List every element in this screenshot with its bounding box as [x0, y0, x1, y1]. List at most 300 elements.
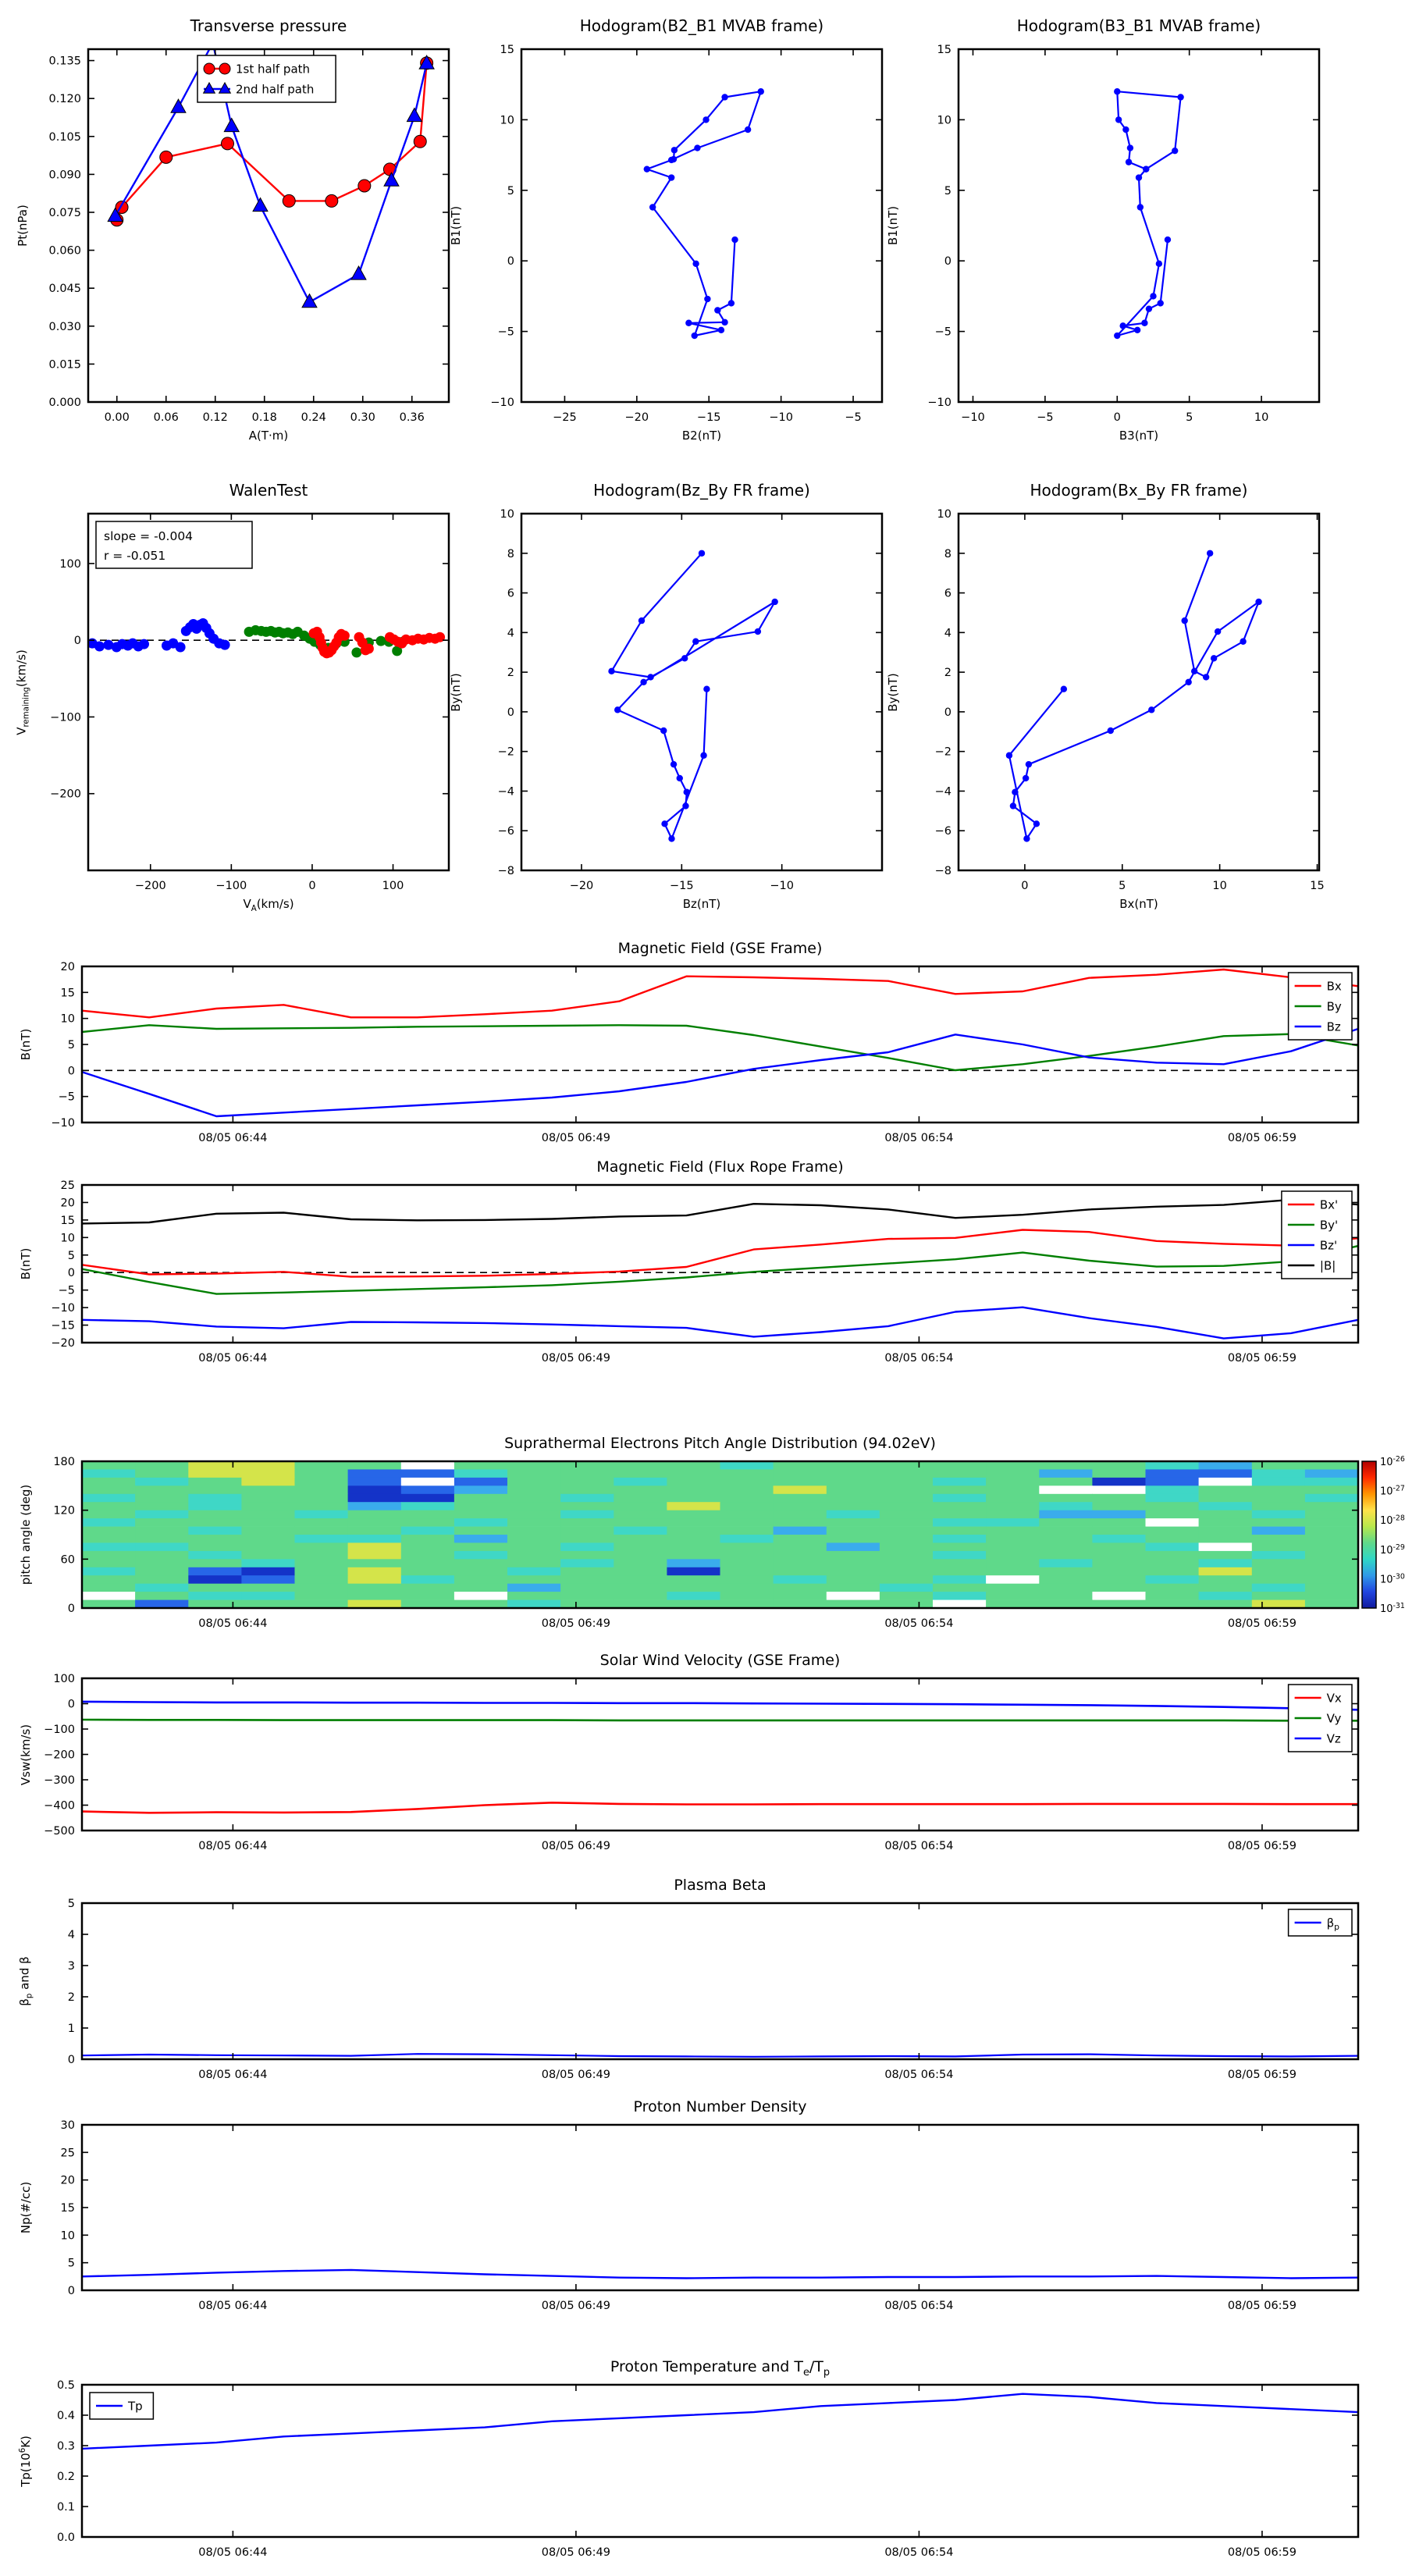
annotation-text: slope = -0.004 — [104, 529, 194, 543]
y-axis-label: By(nT) — [886, 672, 900, 712]
data-point-dot — [1191, 668, 1197, 674]
x-tick-label: 0 — [1113, 411, 1121, 424]
y-tick-label: 15 — [60, 1214, 75, 1227]
y-tick-label: 25 — [60, 1179, 75, 1192]
hodogram-bz-by-plot — [497, 508, 882, 892]
panel-title: Hodogram(B3_B1 MVAB frame) — [1016, 16, 1261, 35]
y-axis-label: B(nT) — [19, 1247, 33, 1280]
data-point-dot — [758, 88, 764, 94]
y-tick-label: 20 — [60, 1197, 75, 1210]
data-point-dot — [1240, 639, 1246, 645]
y-tick-label: −5 — [497, 326, 514, 339]
x-tick-label: 08/05 06:54 — [884, 1840, 954, 1852]
x-tick-label: 5 — [1186, 411, 1193, 424]
y-axis-label: Pt(nPa) — [16, 205, 30, 247]
y-tick-label: 6 — [507, 587, 514, 600]
x-tick-label: 0.30 — [350, 411, 375, 424]
data-point-dot — [721, 94, 727, 100]
data-point-dot — [721, 319, 727, 326]
y-axis-label: B(nT) — [19, 1028, 33, 1061]
x-tick-label: 08/05 06:44 — [198, 1840, 268, 1852]
x-tick-label: −10 — [961, 411, 985, 424]
panel-hodogram-bz-by — [449, 481, 882, 911]
y-tick-label: −400 — [44, 1799, 75, 1813]
y-tick-label: −2 — [934, 745, 951, 759]
y-tick-label: 0 — [944, 255, 951, 269]
data-point-triangle — [205, 35, 220, 48]
y-tick-label: −8 — [934, 865, 951, 877]
axes-frame — [521, 514, 882, 870]
y-tick-label: 2 — [944, 667, 951, 680]
data-point-dot — [1207, 550, 1213, 557]
y-tick-label: −10 — [927, 397, 951, 409]
axes-frame — [521, 49, 882, 402]
y-axis-label: Vsw(km/s) — [19, 1724, 33, 1785]
y-tick-label: 100 — [59, 557, 81, 571]
colorbar-tick-label: $10^{-27}$ — [1380, 1484, 1405, 1498]
panel-magnetic-field-fr — [19, 1158, 1358, 1364]
scatter-point — [176, 642, 186, 653]
data-point-dot — [704, 296, 710, 302]
x-tick-label: 08/05 06:44 — [198, 2300, 268, 2312]
data-point-dot — [731, 237, 738, 243]
data-point-dot — [692, 261, 699, 267]
data-point-triangle — [302, 294, 317, 308]
y-tick-label: 0 — [507, 706, 514, 719]
x-tick-label: 5 — [1119, 880, 1126, 892]
y-tick-label: −100 — [50, 711, 81, 724]
y-tick-label: 2 — [507, 667, 514, 680]
y-tick-label: −10 — [490, 397, 514, 409]
data-point-dot — [699, 550, 705, 557]
data-point-dot — [1181, 617, 1187, 624]
legend-label: 1st half path — [236, 62, 311, 76]
panel-title: Magnetic Field (GSE Frame) — [617, 940, 823, 957]
x-tick-label: 08/05 06:49 — [541, 1352, 610, 1364]
y-axis-label: Np(#/cc) — [19, 2181, 33, 2234]
panel-title: Hodogram(B2_B1 MVAB frame) — [579, 16, 824, 35]
y-tick-label: −200 — [44, 1749, 75, 1762]
magnetic-field-fr-plot — [51, 1179, 1358, 1364]
series-Vz — [82, 1702, 1358, 1710]
series-Bz' — [82, 1308, 1358, 1339]
heatmap-cells — [82, 1461, 1359, 1608]
plasma-beta-plot — [67, 1898, 1358, 2081]
x-tick-label: 08/05 06:54 — [884, 1132, 954, 1144]
y-tick-label: 1 — [67, 2023, 75, 2035]
y-tick-label: 0.030 — [48, 320, 81, 333]
y-tick-label: 0 — [67, 1267, 75, 1280]
data-point-dot — [677, 775, 683, 781]
x-tick-label: 10 — [1254, 411, 1269, 424]
y-tick-label: −200 — [50, 788, 81, 801]
y-tick-label: 0.000 — [48, 397, 81, 409]
y-tick-label: 8 — [507, 547, 514, 560]
x-tick-label: 15 — [1310, 880, 1325, 892]
data-point-dot — [1158, 300, 1164, 306]
data-point-dot — [1012, 789, 1018, 795]
walen-test-plot — [50, 514, 449, 892]
y-tick-label: 10 — [500, 114, 514, 127]
colorbar — [1362, 1461, 1376, 1608]
x-tick-label: 08/05 06:54 — [884, 1617, 954, 1630]
y-tick-label: 15 — [60, 2202, 75, 2215]
series-beta-p — [82, 2054, 1358, 2057]
y-tick-label: 0.120 — [48, 93, 81, 106]
scatter-point — [351, 647, 361, 657]
x-tick-label: 0.06 — [153, 411, 179, 424]
panel-title: WalenTest — [229, 481, 308, 500]
data-point-dot — [692, 333, 698, 339]
panel-title: Suprathermal Electrons Pitch Angle Distribution (94.02eV) — [504, 1435, 936, 1452]
x-axis-label: A(T·m) — [248, 429, 289, 443]
x-axis-label: Bz(nT) — [682, 897, 721, 911]
panel-title: Proton Temperature and $T_e/T_p$ — [610, 2358, 831, 2379]
series-Bz_By — [612, 553, 775, 839]
series-Bx' — [82, 1230, 1358, 1277]
scatter-point — [340, 631, 350, 641]
annotation-text: r = -0.051 — [104, 549, 166, 563]
y-tick-label: −100 — [44, 1724, 75, 1736]
x-tick-label: 08/05 06:44 — [198, 1617, 268, 1630]
x-tick-label: −20 — [569, 880, 594, 892]
y-tick-label: 5 — [67, 1249, 75, 1262]
colorbar-tick-label: $10^{-31}$ — [1380, 1602, 1405, 1615]
data-point-dot — [670, 761, 677, 767]
y-tick-label: −500 — [44, 1825, 75, 1838]
legend-label: Bz' — [1319, 1238, 1338, 1253]
data-point-dot — [700, 753, 706, 759]
legend-label: 2nd half path — [236, 82, 315, 97]
x-tick-label: 0 — [1021, 880, 1029, 892]
y-tick-label: −15 — [51, 1319, 75, 1332]
x-tick-label: 0.24 — [301, 411, 326, 424]
y-tick-label: 180 — [53, 1456, 75, 1468]
data-point-dot — [638, 617, 645, 624]
data-point-dot — [1137, 204, 1144, 210]
legend-label: Tp — [128, 2399, 143, 2414]
solar-wind-velocity-plot — [44, 1673, 1358, 1852]
data-point-dot — [1211, 655, 1217, 661]
y-tick-label: 25 — [60, 2147, 75, 2160]
data-point-dot — [1119, 322, 1126, 329]
data-point-dot — [1146, 305, 1152, 311]
panel-title: Solar Wind Velocity (GSE Frame) — [599, 1652, 841, 1669]
x-tick-label: 0.36 — [399, 411, 425, 424]
data-point-dot — [1203, 674, 1209, 680]
data-point-dot — [1127, 144, 1133, 151]
y-tick-label: 0 — [67, 1065, 75, 1078]
data-point-dot — [661, 820, 667, 827]
legend-label: By — [1326, 999, 1342, 1014]
y-tick-label: −6 — [934, 825, 951, 838]
data-point-dot — [1215, 628, 1221, 635]
data-point-dot — [703, 685, 710, 692]
data-point-dot — [692, 639, 699, 645]
data-point-dot — [1148, 706, 1154, 713]
y-tick-label: 4 — [67, 1929, 75, 1941]
y-tick-label: 15 — [500, 44, 514, 56]
panel-title: Hodogram(Bz_By FR frame) — [593, 481, 810, 500]
y-tick-label: −4 — [497, 785, 514, 799]
hodogram-bx-by-plot — [934, 508, 1325, 892]
data-point-dot — [1136, 174, 1142, 180]
y-tick-label: −8 — [497, 865, 514, 877]
y-axis-label: $\beta_p$ and β — [17, 1956, 34, 2006]
panel-title: Transverse pressure — [190, 16, 347, 35]
y-tick-label: 5 — [67, 1039, 75, 1051]
x-axis-label: Bx(nT) — [1119, 897, 1158, 911]
axes-frame — [82, 2385, 1358, 2537]
panel-transverse-pressure — [16, 16, 449, 443]
y-tick-label: 0.105 — [48, 130, 81, 144]
y-tick-label: 0 — [67, 2054, 75, 2066]
data-point-dot — [1126, 158, 1132, 165]
x-tick-label: 0.00 — [104, 411, 130, 424]
data-point-dot — [1114, 88, 1120, 94]
axes-frame — [82, 1903, 1358, 2059]
y-tick-label: 0.0 — [56, 2532, 75, 2544]
data-point-dot — [1108, 728, 1114, 734]
data-point-dot — [1185, 679, 1191, 685]
data-point-dot — [614, 706, 621, 713]
axes-frame — [959, 49, 1319, 402]
data-point-circle — [204, 63, 215, 74]
y-axis-label: By(nT) — [449, 672, 463, 712]
data-point-dot — [755, 628, 761, 635]
x-tick-label: 08/05 06:49 — [541, 2300, 610, 2312]
data-point-dot — [694, 144, 700, 151]
series-Vx — [82, 1802, 1358, 1813]
x-tick-label: 100 — [382, 880, 404, 892]
data-point-triangle — [253, 198, 268, 212]
y-tick-label: −5 — [934, 326, 951, 339]
y-tick-label: 0 — [67, 1603, 75, 1615]
y-tick-label: 10 — [937, 508, 951, 521]
colorbar-tick-label: $10^{-26}$ — [1380, 1455, 1405, 1468]
y-tick-label: −2 — [497, 745, 514, 759]
data-point-dot — [1172, 148, 1178, 154]
y-tick-label: 0.4 — [56, 2410, 75, 2422]
panel-proton-temperature — [19, 2358, 1358, 2559]
series-Bx_By — [1009, 553, 1259, 839]
x-tick-label: 08/05 06:49 — [541, 1617, 610, 1630]
series-Bz — [82, 1029, 1358, 1116]
y-axis-label: pitch angle (deg) — [19, 1484, 33, 1585]
x-tick-label: 08/05 06:54 — [884, 2069, 954, 2081]
data-point-dot — [1122, 126, 1129, 133]
y-tick-label: 0 — [944, 706, 951, 719]
x-tick-label: 08/05 06:59 — [1227, 2300, 1297, 2312]
data-point-dot — [660, 728, 667, 734]
data-point-dot — [745, 126, 751, 133]
y-axis-label: $Tp(10^6K)$ — [19, 2435, 33, 2487]
panel-solar-wind-velocity — [19, 1652, 1358, 1852]
data-point-triangle — [351, 266, 366, 279]
y-tick-label: 30 — [60, 2119, 75, 2132]
data-point-dot — [1023, 835, 1030, 841]
electron-pad-heatmap — [53, 1455, 1405, 1630]
y-tick-label: 5 — [507, 184, 514, 197]
x-tick-label: −10 — [770, 880, 794, 892]
data-point-dot — [1023, 775, 1029, 781]
y-tick-label: −4 — [934, 785, 951, 799]
y-tick-label: 0.5 — [56, 2379, 75, 2392]
y-tick-label: 15 — [937, 44, 951, 56]
panel-hodogram-b3-b1 — [886, 16, 1319, 443]
y-tick-label: 0 — [507, 255, 514, 269]
data-point-circle — [283, 194, 295, 207]
x-tick-label: 08/05 06:59 — [1227, 1352, 1297, 1364]
series-By' — [82, 1246, 1358, 1294]
data-point-dot — [1141, 320, 1147, 326]
x-tick-label: 08/05 06:54 — [884, 1352, 954, 1364]
data-point-dot — [671, 147, 678, 153]
colorbar-tick-label: $10^{-30}$ — [1380, 1572, 1405, 1586]
data-point-dot — [771, 599, 777, 605]
colorbar-tick-label: $10^{-29}$ — [1380, 1542, 1405, 1557]
x-tick-label: −15 — [670, 880, 694, 892]
y-tick-label: 0.015 — [48, 358, 81, 372]
data-point-dot — [1134, 327, 1140, 333]
x-tick-label: 0.18 — [251, 411, 277, 424]
scatter-point — [220, 640, 230, 650]
legend-label: Vy — [1326, 1711, 1342, 1726]
legend-label: Bz — [1326, 1019, 1341, 1034]
x-tick-label: 08/05 06:59 — [1227, 2069, 1297, 2081]
data-point-dot — [684, 789, 690, 795]
scatter-point — [139, 639, 149, 649]
y-tick-label: 10 — [60, 1012, 75, 1026]
y-tick-label: 4 — [944, 627, 951, 640]
y-tick-label: 3 — [67, 1960, 75, 1973]
x-tick-label: 10 — [1212, 880, 1227, 892]
x-tick-label: −20 — [624, 411, 649, 424]
data-point-dot — [668, 835, 674, 841]
panel-title: Magnetic Field (Flux Rope Frame) — [596, 1158, 844, 1176]
y-tick-label: −5 — [58, 1284, 75, 1297]
scatter-point — [94, 642, 105, 652]
y-tick-label: 0.090 — [48, 169, 81, 182]
panel-magnetic-field-gse — [19, 940, 1358, 1144]
x-tick-label: 0.12 — [202, 411, 228, 424]
x-tick-label: −10 — [769, 411, 793, 424]
y-tick-label: −10 — [51, 1117, 75, 1130]
x-tick-label: 08/05 06:54 — [884, 2300, 954, 2312]
y-tick-label: 0 — [67, 2285, 75, 2297]
y-tick-label: 0 — [73, 635, 81, 648]
data-point-dot — [1143, 165, 1149, 172]
legend-label: Vx — [1326, 1691, 1342, 1706]
data-point-triangle — [224, 118, 239, 131]
y-axis-label: B1(nT) — [886, 205, 900, 246]
x-tick-label: 08/05 06:49 — [541, 2069, 610, 2081]
data-point-dot — [1255, 599, 1261, 605]
y-tick-label: 6 — [944, 587, 951, 600]
data-point-triangle — [407, 109, 422, 122]
data-point-dot — [668, 174, 674, 180]
x-tick-label: −5 — [1037, 411, 1054, 424]
data-point-dot — [1177, 94, 1183, 100]
x-tick-label: 08/05 06:49 — [541, 1840, 610, 1852]
legend-label: Bx' — [1319, 1197, 1339, 1212]
data-point-circle — [160, 151, 173, 163]
y-axis-label: B1(nT) — [449, 205, 463, 246]
y-tick-label: 120 — [53, 1504, 75, 1517]
y-tick-label: 0.135 — [48, 55, 81, 68]
x-axis-label: $V_A(km/s)$ — [243, 897, 294, 913]
x-tick-label: −100 — [215, 880, 247, 892]
colorbar-tick-label: $10^{-28}$ — [1380, 1514, 1405, 1528]
panel-electron-pad — [19, 1435, 1405, 1630]
axes-frame — [82, 1185, 1358, 1343]
x-tick-label: 08/05 06:49 — [541, 1132, 610, 1144]
data-point-dot — [668, 157, 674, 163]
data-point-circle — [358, 180, 371, 192]
legend-label: $\beta_p$ — [1326, 1916, 1340, 1933]
data-point-circle — [325, 194, 338, 207]
y-tick-label: 10 — [60, 1232, 75, 1245]
proton-temperature-plot — [56, 2379, 1358, 2559]
x-tick-label: 0 — [308, 880, 316, 892]
data-point-dot — [1006, 753, 1012, 759]
y-tick-label: 0.045 — [48, 283, 81, 296]
data-point-dot — [728, 300, 735, 306]
legend-label: Vz — [1326, 1731, 1341, 1746]
y-tick-label: 5 — [67, 1898, 75, 1910]
data-point-triangle — [171, 99, 186, 112]
y-tick-label: 100 — [53, 1673, 75, 1685]
data-point-dot — [1165, 237, 1171, 243]
data-point-dot — [1026, 761, 1032, 767]
data-point-dot — [681, 655, 688, 661]
data-point-dot — [718, 327, 724, 333]
panel-hodogram-b2-b1 — [449, 16, 882, 443]
y-tick-label: −5 — [58, 1091, 75, 1104]
hodogram-b2-b1-plot — [490, 44, 882, 424]
data-point-dot — [1033, 820, 1040, 827]
series-Tp — [82, 2394, 1358, 2449]
y-tick-label: −20 — [51, 1337, 75, 1350]
y-tick-label: 10 — [500, 508, 514, 521]
y-tick-label: 10 — [937, 114, 951, 127]
x-tick-label: 08/05 06:49 — [541, 2546, 610, 2559]
y-tick-label: −6 — [497, 825, 514, 838]
y-tick-label: −10 — [51, 1302, 75, 1315]
x-tick-label: 08/05 06:54 — [884, 2546, 954, 2559]
x-tick-label: −25 — [553, 411, 577, 424]
y-tick-label: 0.3 — [56, 2440, 75, 2453]
y-tick-label: −300 — [44, 1774, 75, 1787]
proton-density-plot — [60, 2119, 1358, 2312]
x-tick-label: 08/05 06:59 — [1227, 1840, 1297, 1852]
x-tick-label: 08/05 06:59 — [1227, 1617, 1297, 1630]
x-tick-label: 08/05 06:59 — [1227, 2546, 1297, 2559]
data-point-dot — [640, 679, 646, 685]
y-tick-label: 0.1 — [56, 2501, 75, 2514]
y-tick-label: 20 — [60, 2174, 75, 2187]
data-point-dot — [608, 668, 614, 674]
y-tick-label: 4 — [507, 627, 514, 640]
data-point-circle — [414, 135, 426, 148]
scatter-point — [364, 644, 374, 654]
y-tick-label: 2 — [67, 1991, 75, 2004]
panel-walen-test — [14, 481, 449, 913]
magnetic-field-gse-plot — [51, 961, 1358, 1144]
x-tick-label: 08/05 06:44 — [198, 1132, 268, 1144]
y-tick-label: 15 — [60, 987, 75, 1000]
series-|B| — [82, 1200, 1358, 1224]
